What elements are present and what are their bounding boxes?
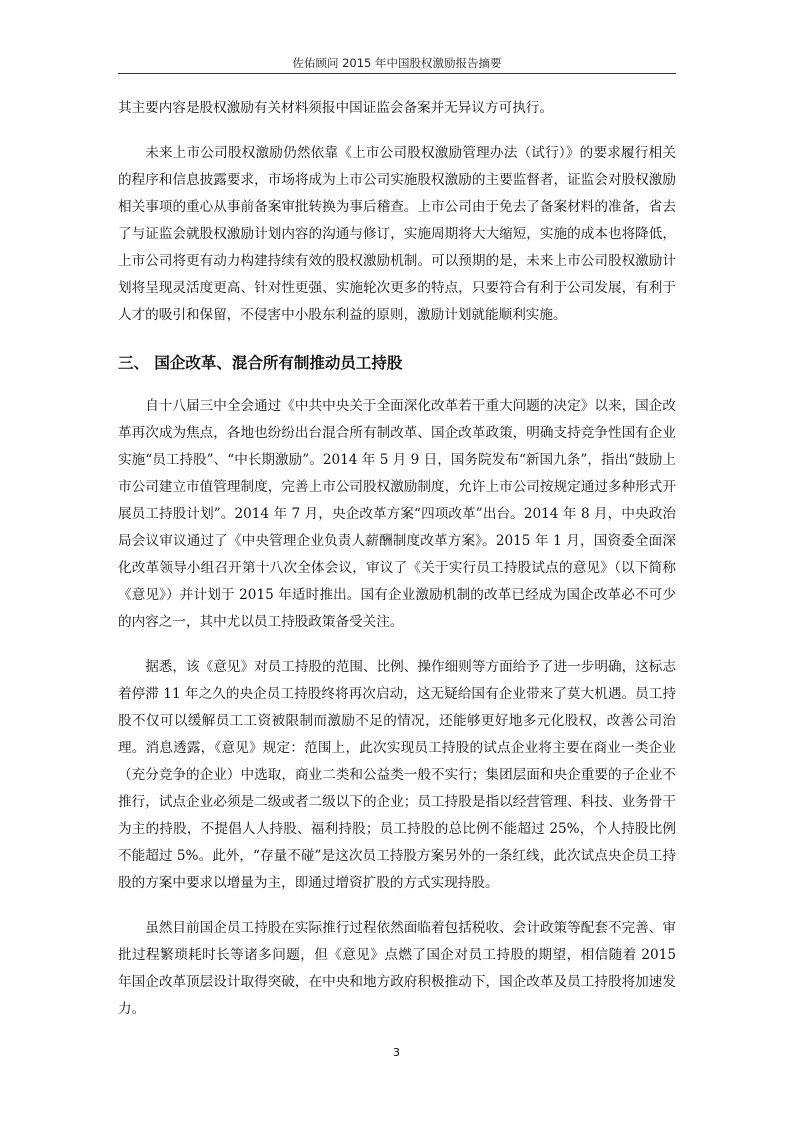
paragraph-opinion-details: 据悉，该《意见》对员工持股的范围、比例、操作细则等方面给予了进一步明确，这标志着停滞 11 年之久的央企员工持股终将再次启动，这无疑给国有企业带来了莫大机遇。员工持股不仅可以缓解员工工资被限制而激励不足的情况，还能够更好地多元化股权，改善公司治理。消息透露，《意见》规定：范围上，此次实现员工持股的试点企业将主要在商业一类企业（充分竞争的企业）中选取，商业二类和公益类一般不实行；集团层面和央企重要的子企业不推行，试点企业必须是二级或者二级以下的企业；员工持股是指以经营管理、科技、业务骨干为主的持股，不提倡人人持股、福利持股；员工持股的总比例不能超过 25%，个人持股比例不能超过 5%。此外，“存量不碰”是这次员工持股方案另外的一条红线，此次试点央企员工持股的方案中要求以增量为主，即通过增资扩股的方式实现持股。 [118,659,676,891]
page-number: 3 [393,1046,400,1059]
paragraph-equity-outlook: 未来上市公司股权激励仍然依靠《上市公司股权激励管理办法（试行）》的要求履行相关的程序和信息披露要求，市场将成为上市公司实施股权激励的主要监督者，证监会对股权激励相关事项的重心从事前备案审批转换为事后稽查。上市公司由于免去了备案材料的准备，省去了与证监会就股权激励计划内容的沟通与修订，实施周期将大大缩短，实施的成本也将降低，上市公司将更有动力构建持续有效的股权激励机制。可以预期的是，未来上市公司股权激励计划将呈现灵活度更高、针对性更强、实施轮次更多的特点，只要符合有利于公司发展，有利于人才的吸引和保留，不侵害中小股东利益的原则，激励计划就能顺利实施。 [118,145,676,323]
header-divider [118,73,676,74]
page-header: 佐佑顾问 2015 年中国股权激励报告摘要 [292,56,502,70]
paragraph-soe-reform: 自十八届三中全会通过《中共中央关于全面深化改革若干重大问题的决定》以来，国企改革再次成为焦点，各地也纷纷出台混合所有制改革、国企改革政策，明确支持竞争性国有企业实施“员工持股”、“中长期激励”。2014 年 5 月 9 日，国务院发布“新国九条”，指出“鼓励上市公司建立市值管理制度，完善上市公司股权激励制度，允许上市公司按规定通过多种形式开展员工持股计划”。2014 年 7 月，央企改革方案“四项改革”出台。2014 年 8 月，中央政治局会议审议通过了《中央管理企业负责人薪酬制度改革方案》。2015 年 1 月，国资委全面深化改革领导小组召开第十八次全体会议，审议了《关于实行员工持股试点的意见》（以下简称《意见》）并计划于 2015 年适时推出。国有企业激励机制的改革已经成为国企改革必不可少的内容之一，其中尤以员工持股政策备受关注。 [118,398,676,630]
paragraph-continuation: 其主要内容是股权激励有关材料须报中国证监会备案并无异议方可执行。 [118,100,553,116]
section-heading: 三、 国企改革、混合所有制推动员工持股 [118,354,403,372]
paragraph-conclusion: 虽然目前国企员工持股在实际推行过程依然面临着包括税收、会计政策等配套不完善、审批过程繁琐耗时长等诸多问题，但《意见》点燃了国企对员工持股的期望，相信随着 2015 年国企改革顶层设计取得突破，在中央和地方政府积极推动下，国企改革及员工持股将加速发力。 [118,920,676,1017]
page-body [118,95,676,1041]
